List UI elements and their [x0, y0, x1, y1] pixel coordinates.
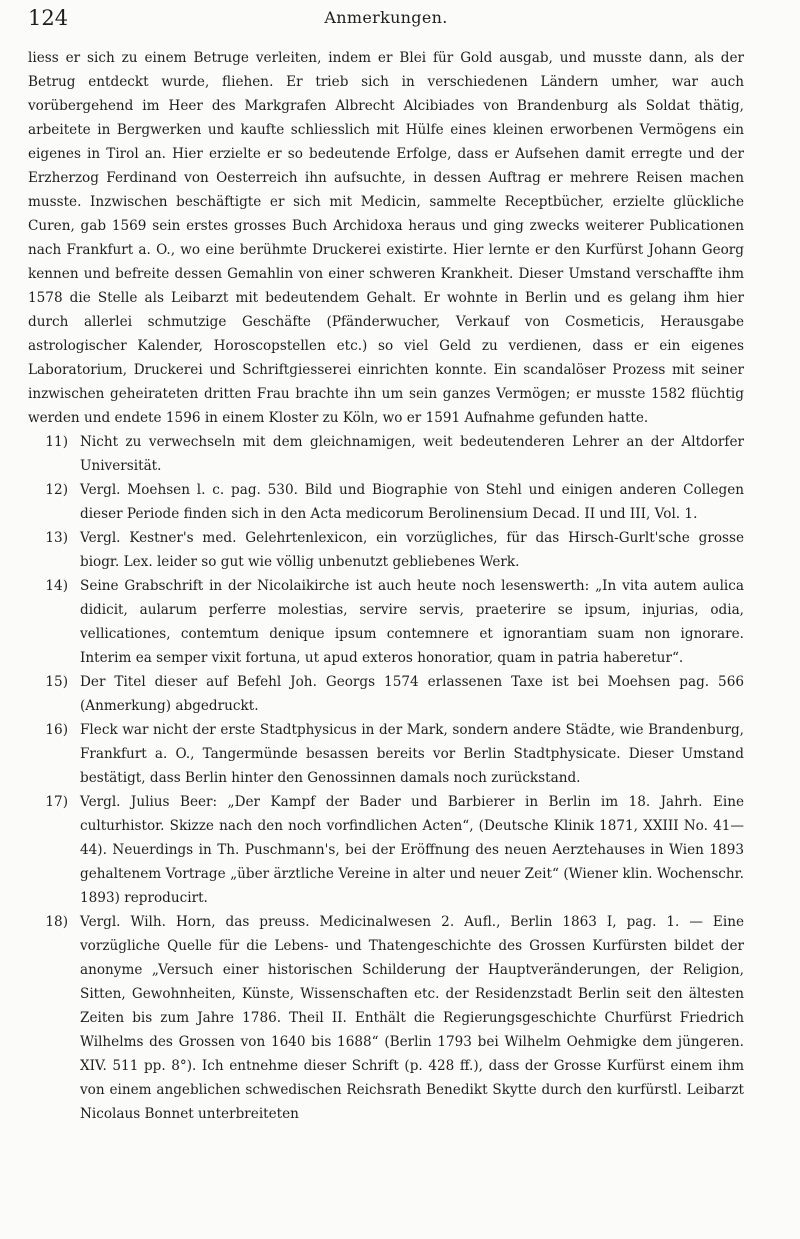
note-number: 16): [45, 722, 68, 738]
note-12: [28, 478, 744, 526]
continued-paragraph: liess er sich zu einem Betruge verleiten, indem er Blei für Gold ausgab, und musste dann, als der Betrug entdeckt wurde, fliehen. Er trieb sich in verschiedenen Ländern umher, war auch vorübergehend im Heer des Markgrafen Albrecht Alcibiades von Brandenburg als Soldat thätig, arbeitete in Bergwerken und kaufte schliesslich mit Hülfe eines kleinen erworbenen Vermögens ein eigenes in Tirol an. Hier erzielte er so bedeutende Erfolge, dass er Aufsehen damit erregte und der Erzherzog Ferdinand von Oesterreich ihn aufsuchte, in dessen Auftrag er mehrere Reisen machen musste. Inzwischen beschäftigte er sich mit Medicin, sammelte Receptbücher, erzielte glückliche Curen, gab 1569 sein erstes grosses Buch Archidoxa heraus und ging zwecks weiterer Publicationen nach Frankfurt a. O., wo eine berühmte Druckerei existirte. Hier lernte er den Kurfürst Johann Georg kennen und befreite dessen Gemahlin von einer schweren Krankheit. Dieser Umstand verschaffte ihm 1578 die Stelle als Leibarzt mit bedeutendem Gehalt. Er wohnte in Berlin und es gelang ihm hier durch allerlei schmutzige Geschäfte (Pfänderwucher, Verkauf von Cosmeticis, Herausgabe astrologischer Kalender, Horoscopstellen etc.) so viel Geld zu verdienen, dass er ein eigenes Laboratorium, Druckerei und Schriftgiesserei einrichten konnte. Ein scandalöser Prozess mit seiner inzwischen geheirateten dritten Frau brachte ihn um sein ganzes Vermögen; er musste 1582 flüchtig werden und endete 1596 in einem Kloster zu Köln, wo er 1591 Aufnahme gefunden hatte.: [28, 50, 744, 426]
note-number: 18): [45, 914, 68, 930]
note-11: [28, 430, 744, 478]
note-text: Nicht zu verwechseln mit dem gleichnamigen, weit bedeutenderen Lehrer an der Altdorfer Universität.: [80, 434, 744, 474]
note-text: Vergl. Moehsen l. c. pag. 530. Bild und Biographie von Stehl und einigen anderen Collegen dieser Periode finden sich in den Acta medicorum Berolinensium Decad. II und III, Vol. 1.: [80, 482, 744, 522]
note-number: 12): [45, 482, 68, 498]
note-text: Vergl. Wilh. Horn, das preuss. Medicinalwesen 2. Aufl., Berlin 1863 I, pag. 1. — Eine vorzügliche Quelle für die Lebens- und Thatengeschichte des Grossen Kurfürsten bildet der anonyme „Versuch einer historischen Schilderung der Hauptveränderungen, der Religion, Sitten, Gewohnheiten, Künste, Wissenschaften etc. der Residenzstadt Berlin seit den ältesten Zeiten bis zum Jahre 1786. Theil II. Enthält die Regierungsgeschichte Churfürst Friedrich Wilhelms des Grossen von 1640 bis 1688“ (Berlin 1793 bei Wilhelm Oehmigke dem jüngeren. XIV. 511 pp. 8°). Ich entnehme dieser Schrift (p. 428 ff.), dass der Grosse Kurfürst einem ihm von einem angeblichen schwedischen Reichsrath Benedikt Skytte durch den kurfürstl. Leibarzt Nicolaus Bonnet unterbreiteten: [80, 914, 744, 1122]
note-number: 11): [45, 434, 68, 450]
note-16: [28, 718, 744, 790]
note-text: Seine Grabschrift in der Nicolaikirche ist auch heute noch lesenswerth: „In vita autem aulica didicit, aularum perferre molestias, servire servis, praeterire se ipsum, injurias, odia, vellicationes, contemtum denique ipsum contemnere et ignorantiam suam non ignorare. Interim ea semper vixit fortuna, ut apud exteros honoratior, quam in patria haberetur“.: [80, 578, 744, 666]
note-number: 13): [45, 530, 68, 546]
note-number: 14): [45, 578, 68, 594]
note-15: [28, 670, 744, 718]
note-text: Vergl. Julius Beer: „Der Kampf der Bader und Barbierer in Berlin im 18. Jahrh. Eine culturhistor. Skizze nach den noch vorfindlichen Acten“, (Deutsche Klinik 1871, XXIII No. 41—44). Neuerdings in Th. Puschmann's, bei der Eröffnung des neuen Aerztehauses in Wien 1893 gehaltenem Vortrage „über ärztliche Vereine in alter und neuer Zeit“ (Wiener klin. Wochenschr. 1893) reproducirt.: [80, 794, 744, 906]
page-number: 124: [28, 6, 69, 30]
note-18: [28, 910, 744, 1126]
note-number: 15): [45, 674, 68, 690]
note-14: [28, 574, 744, 670]
note-text: Der Titel dieser auf Befehl Joh. Georgs 1574 erlassenen Taxe ist bei Moehsen pag. 566 (Anmerkung) abgedruckt.: [80, 674, 744, 714]
note-number: 17): [45, 794, 68, 810]
note-text: Vergl. Kestner's med. Gelehrtenlexicon, ein vorzügliches, für das Hirsch-Gurlt'sche grosse biogr. Lex. leider so gut wie völlig unbenutzt gebliebenes Werk.: [80, 530, 744, 570]
note-text: Fleck war nicht der erste Stadtphysicus in der Mark, sondern andere Städte, wie Brandenburg, Frankfurt a. O., Tangermünde besassen bereits vor Berlin Stadtphysicate. Dieser Umstand bestätigt, dass Berlin hinter den Genossinnen damals noch zurückstand.: [80, 722, 744, 786]
notes-body: [28, 46, 744, 1126]
page-header: [28, 6, 744, 46]
running-head: Anmerkungen.: [324, 8, 448, 27]
note-17: [28, 790, 744, 910]
note-13: [28, 526, 744, 574]
